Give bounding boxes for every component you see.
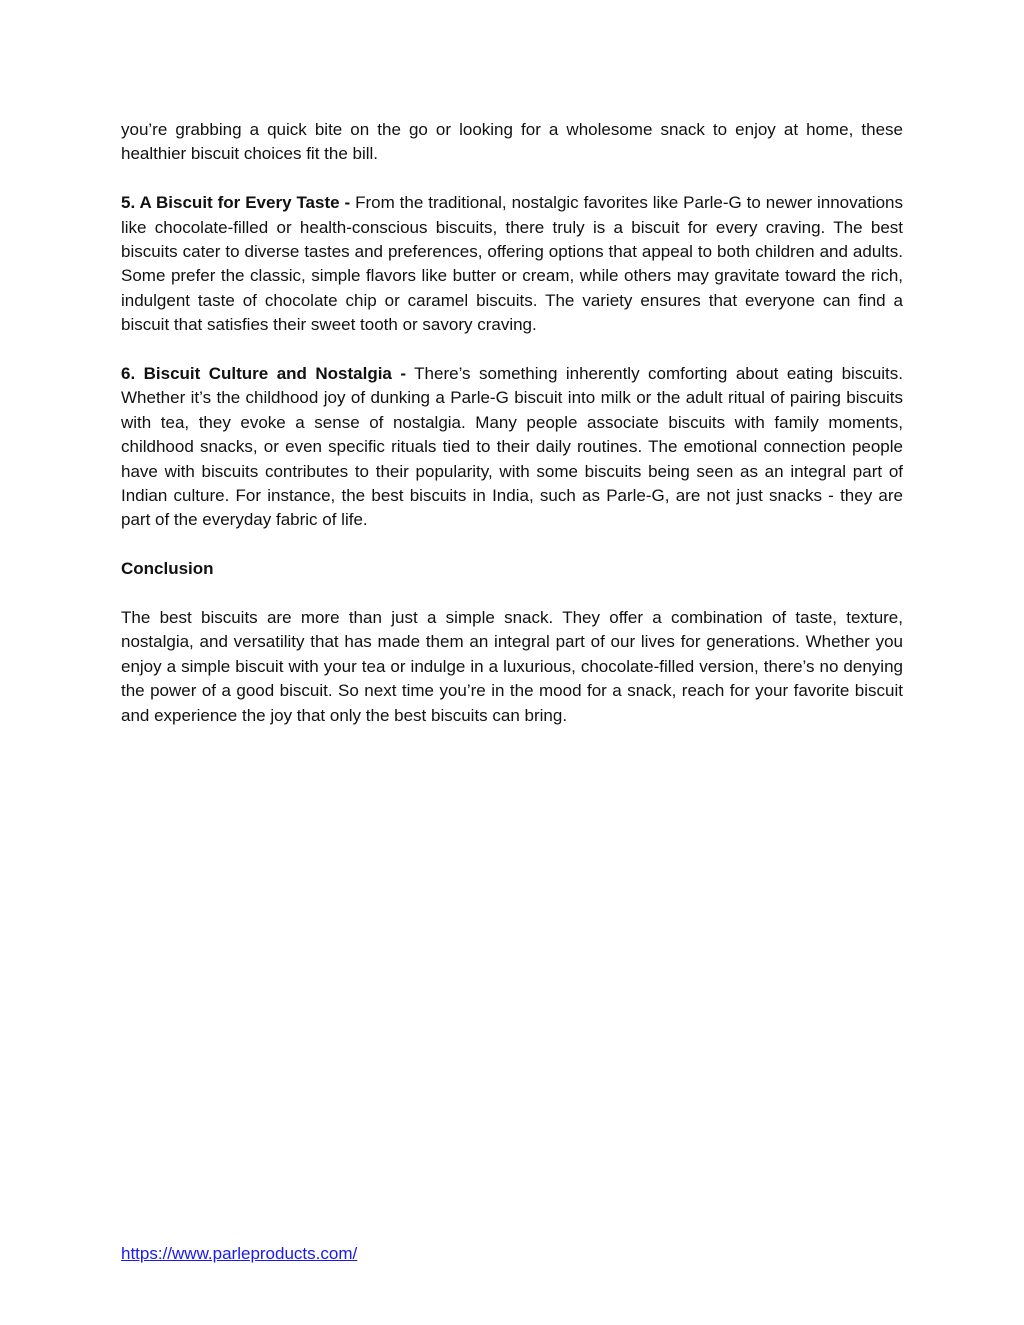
section-5-heading: 5. A Biscuit for Every Taste - bbox=[121, 193, 351, 213]
conclusion-heading: Conclusion bbox=[121, 559, 214, 579]
conclusion-paragraph: The best biscuits are more than just a simple snack. They offer a combination of taste, texture, nostalgia, and versatility that has made them an integral part of our lives for generations. Whether you enjoy a simple biscuit with your tea or indulge in a luxurious, chocolate-filled version, there’s no denying the power of a good biscuit. So next time you’re in the mood for a snack, reach for your favorite biscuit and experience the joy that only the best biscuits can bring. bbox=[121, 608, 903, 725]
section-6-heading: 6. Biscuit Culture and Nostalgia - bbox=[121, 364, 406, 384]
section-5-body: From the traditional, nostalgic favorites like Parle-G to newer innovations like chocolate-filled or health-conscious biscuits, there truly is a biscuit for every craving. The best biscuits cater to diverse tastes and preferences, offering options that appeal to both children and adults. Some prefer the classic, simple flavors like butter or cream, while others may gravitate toward the rich, indulgent taste of chocolate chip or caramel biscuits. The variety ensures that everyone can find a biscuit that satisfies their sweet tooth or savory craving. bbox=[121, 193, 903, 335]
document-body bbox=[121, 118, 903, 752]
section-6-body: There’s something inherently comforting about eating biscuits. Whether it’s the childhood joy of dunking a Parle-G biscuit into milk or the adult ritual of pairing biscuits with tea, they evoke a sense of nostalgia. Many people associate biscuits with family moments, childhood snacks, or even specific rituals tied to their daily routines. The emotional connection people have with biscuits contributes to their popularity, with some biscuits being seen as an integral part of Indian culture. For instance, the best biscuits in India, such as Parle-G, are not just snacks - they are part of the everyday fabric of life. bbox=[121, 364, 904, 530]
footer-website-link[interactable]: https://www.parleproducts.com/ bbox=[121, 1244, 358, 1263]
intro-paragraph: you’re grabbing a quick bite on the go or looking for a wholesome snack to enjoy at home, these healthier biscuit choices fit the bill. bbox=[121, 120, 903, 164]
section-6-paragraph bbox=[121, 362, 903, 533]
section-5-paragraph bbox=[121, 191, 903, 337]
